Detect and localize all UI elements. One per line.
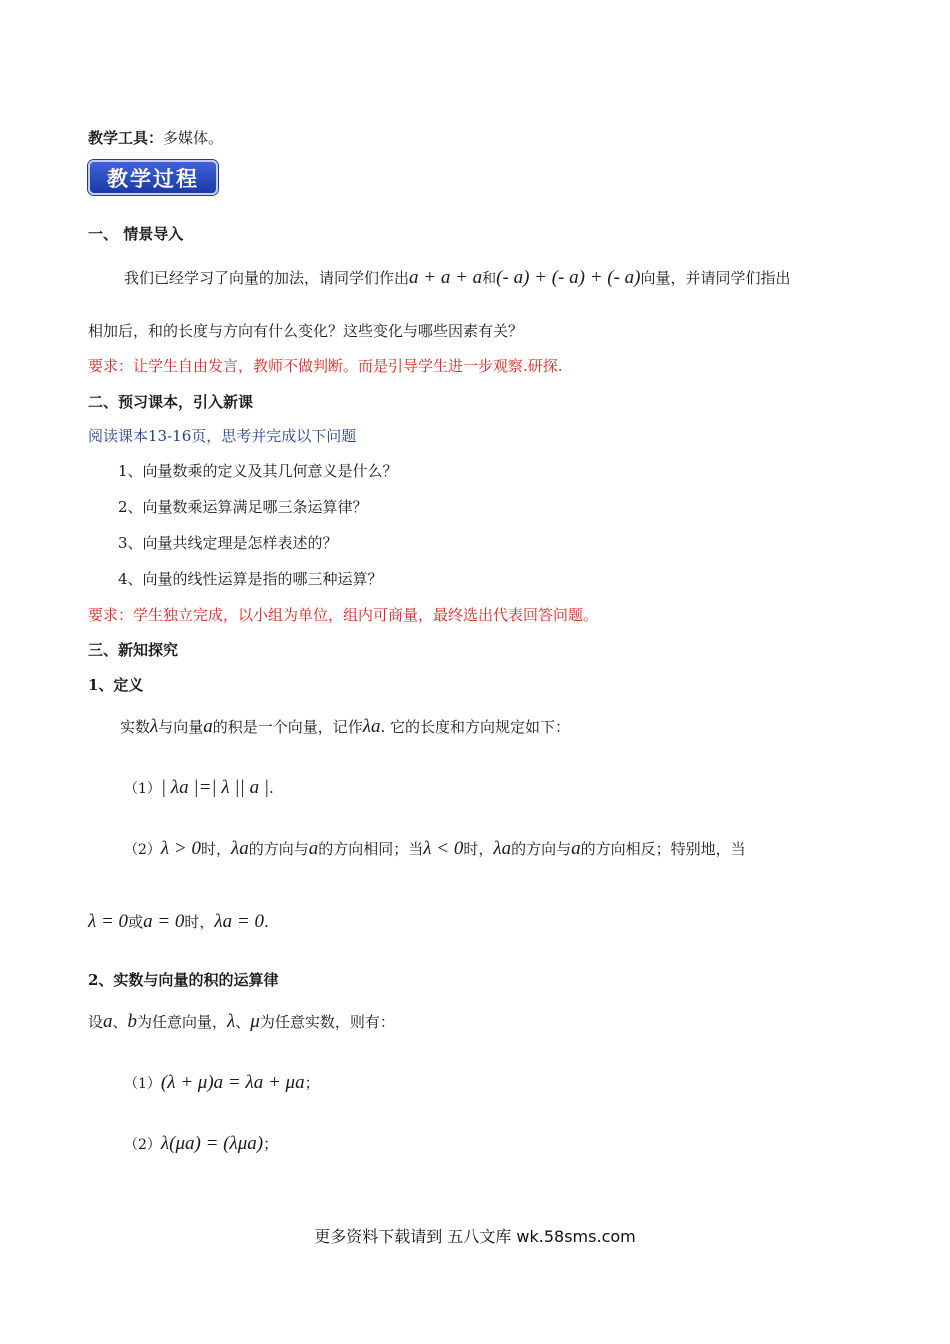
shi-text: 时， — [463, 840, 494, 858]
rule-item-1 — [124, 777, 274, 800]
expr-neg-a-sum: (- a) + (- a) + (- a) — [496, 267, 641, 288]
definition-line — [120, 716, 570, 738]
cond-lambda-zero: λ = 0 — [88, 911, 129, 932]
cond-a-zero: a = 0 — [143, 911, 185, 932]
length-formula: | λa |=| λ || a | — [160, 777, 270, 798]
semicolon: ； — [263, 1135, 279, 1153]
question-item: 4、向量的线性运算是指的哪三种运算？ — [118, 570, 383, 588]
section1-title: 一、 情景导入 — [88, 225, 184, 243]
def-text-d: . 它的长度和方向规定如下： — [380, 718, 571, 736]
zero-case-line — [88, 911, 269, 933]
law-text-b: 为任意向量， — [137, 1013, 228, 1031]
section3-title: 三、新知探究 — [88, 641, 179, 659]
section2-requirement: 要求：学生独立完成，以小组为单位，组内可商量，最终选出代表回答问题。 — [88, 606, 599, 624]
definition-title: 1、定义 — [88, 676, 144, 694]
direction-text: 的方向与 — [511, 840, 572, 858]
shi-text: 时， — [200, 840, 231, 858]
period: . — [263, 913, 269, 931]
lambda-a-symbol: λa — [231, 838, 249, 859]
lambda-symbol: λ — [227, 1011, 236, 1032]
question-item: 2、向量数乘运算满足哪三条运算律？ — [118, 498, 368, 516]
distributive-law-formula: (λ + μ)a = λa + μa — [160, 1072, 305, 1093]
section1-requirement: 要求：让学生自由发言，教师不做判断。而是引导学生进一步观察.研探. — [88, 357, 563, 375]
direction-opposite-text: 的方向相反；特别地，当 — [580, 840, 746, 858]
law-item-2 — [124, 1133, 278, 1156]
lambda-symbol: λ — [150, 716, 159, 737]
reading-instruction: 阅读课本13-16页，思考并完成以下问题 — [88, 427, 357, 445]
law-item-1 — [124, 1072, 320, 1095]
vector-a-symbol: a — [103, 1011, 113, 1032]
p1-text-b: 向量，并请同学们指出 — [640, 269, 791, 287]
result-zero: λa = 0 — [214, 911, 264, 932]
semicolon: ； — [304, 1074, 320, 1092]
section2-title: 二、预习课本，引入新课 — [88, 393, 254, 411]
law-title: 2、实数与向量的积的运算律 — [88, 971, 279, 989]
law-text-a: 设 — [88, 1013, 104, 1031]
def-text-b: 与向量 — [158, 718, 204, 736]
cond-lambda-negative: λ < 0 — [423, 838, 464, 859]
rule-2-label: （2） — [124, 842, 161, 858]
vector-a-symbol: a — [203, 716, 213, 737]
direction-same-text: 的方向相同；当 — [318, 840, 424, 858]
shi-text: 时， — [184, 913, 215, 931]
dun-text: 、 — [112, 1013, 128, 1031]
tools-line — [88, 127, 223, 149]
law-intro-line — [88, 1011, 395, 1033]
vector-b-symbol: b — [127, 1011, 138, 1032]
law-2-label: （2） — [124, 1137, 161, 1153]
p1-text-a: 我们已经学习了向量的加法，请同学们作出 — [124, 269, 410, 287]
def-text-c: 的积是一个向量，记作 — [212, 718, 363, 736]
associative-law-formula: λ(μa) = (λμa) — [160, 1133, 264, 1154]
law-text-c: 为任意实数，则有： — [259, 1013, 395, 1031]
law-1-label: （1） — [124, 1076, 161, 1092]
question-item: 3、向量共线定理是怎样表述的？ — [118, 534, 338, 552]
rule-1-label: （1） — [124, 781, 161, 797]
def-text-a: 实数 — [120, 718, 151, 736]
tools-label: 教学工具： — [88, 129, 164, 147]
cond-lambda-positive: λ > 0 — [160, 838, 201, 859]
dun-text: 、 — [235, 1013, 251, 1031]
section1-paragraph-line2: 相加后，和的长度与方向有什么变化？这些变化与哪些因素有关？ — [88, 322, 524, 340]
or-text: 或 — [128, 913, 144, 931]
section1-paragraph-line1 — [124, 267, 791, 290]
direction-text: 的方向与 — [248, 840, 309, 858]
lambda-a-symbol: λa — [493, 838, 512, 859]
question-item: 1、向量数乘的定义及其几何意义是什么？ — [118, 462, 398, 480]
rule-1-end: . — [269, 779, 274, 797]
footer-download-link[interactable]: 更多资料下载请到 五八文库 wk.58sms.com — [314, 1227, 636, 1246]
and-text: 和 — [482, 271, 497, 287]
lambda-a-symbol: λa — [362, 716, 381, 737]
teaching-process-badge: 教学过程 — [88, 160, 218, 195]
mu-symbol: μ — [250, 1011, 260, 1032]
vector-a-symbol: a — [308, 838, 319, 859]
expr-a-sum: a + a + a — [409, 267, 483, 288]
vector-a-symbol: a — [571, 838, 581, 859]
rule-item-2 — [124, 838, 746, 861]
tools-value: 多媒体。 — [163, 129, 224, 147]
